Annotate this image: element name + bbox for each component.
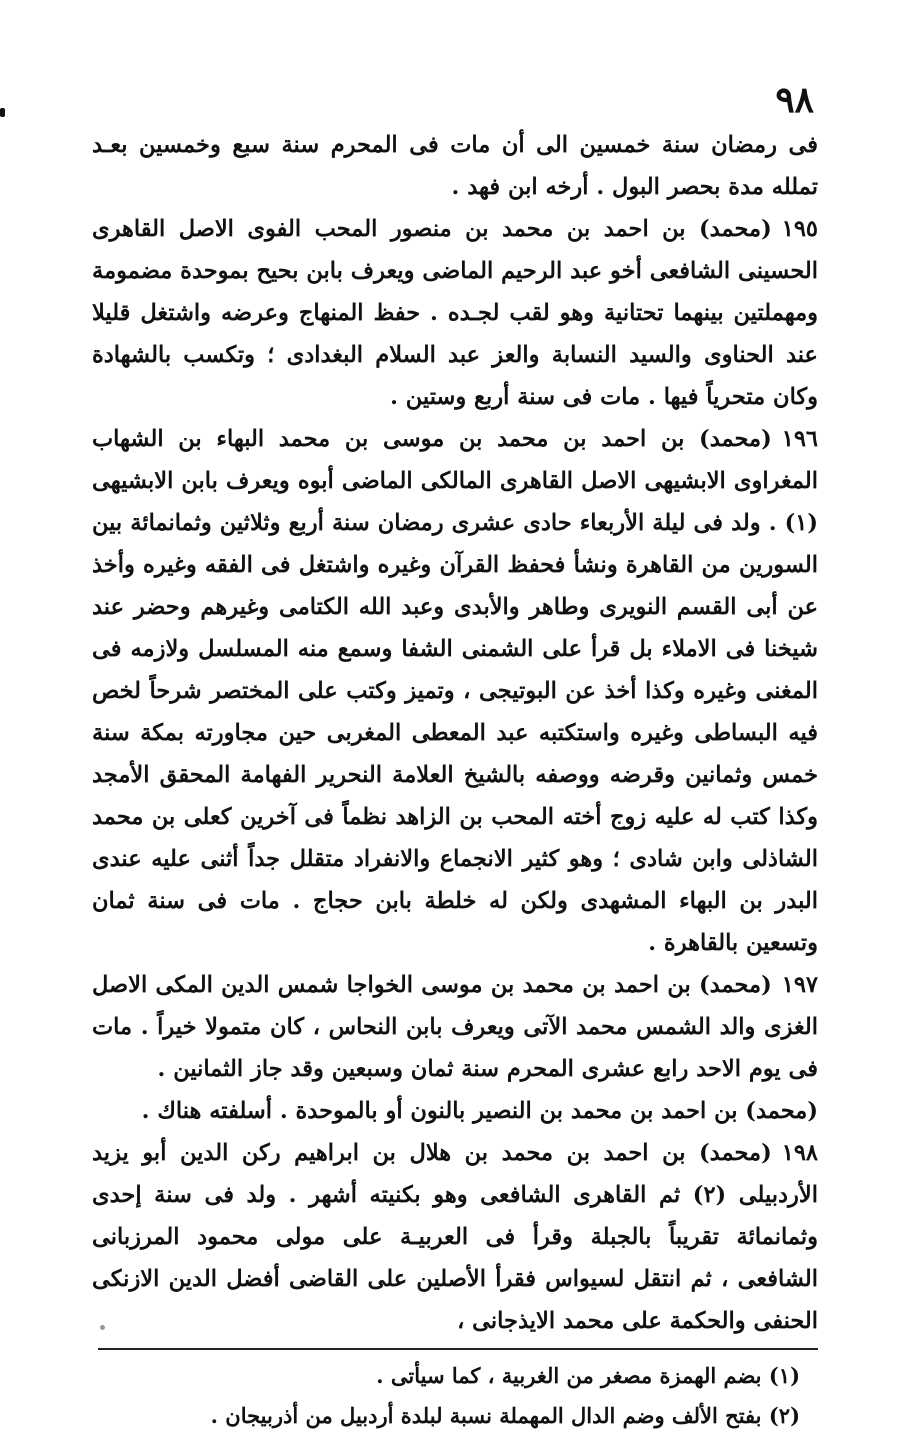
scan-mark bbox=[0, 108, 5, 117]
scan-speck bbox=[100, 1325, 105, 1330]
entry-198 bbox=[92, 1132, 818, 1342]
entry-196 bbox=[92, 418, 818, 964]
footnotes bbox=[92, 1356, 818, 1436]
entry-text: (محمد) بن احمد بن محمد بن موسى الخواجا شمس الدين المكى الاصل الغزى والد الشمس محمد الآتى ويعرف بابن النحاس ، كان متمولا خيراً . مات فى يوم الاحد رابع عشرى المحرم سنة ثمان وسبعين وقد جاز الثمانين . bbox=[92, 972, 818, 1082]
entry-number: ١٩٥ bbox=[781, 216, 818, 242]
document-page bbox=[92, 79, 818, 1436]
cross-reference bbox=[92, 1090, 818, 1132]
entry-number: ١٩٧ bbox=[781, 972, 818, 998]
entry-number: ١٩٨ bbox=[781, 1140, 818, 1166]
entry-text: (محمد) بن احمد بن محمد بن هلال بن ابراهيم ركن الدين أبو يزيد الأردبيلى (٢) ثم القاهرى الشافعى وهو بكنيته أشهر . ولد فى سنة إحدى وثمانمائة تقريباً بالجبلة وقرأ فى العربيـة على مولى محمود المرزبانى الشافعى ، ثم انتقل لسيواس فقرأ الأصلين على القاضى أفضل الدين الازنكى الحنفى والحكمة على محمد الايذجانى ، bbox=[92, 1140, 818, 1334]
entry-195 bbox=[92, 208, 818, 418]
entry-number: ١٩٦ bbox=[781, 426, 818, 452]
footnote-2: (٢) بفتح الألف وضم الدال المهملة نسبة لبلدة أردبيل من أذربيجان . bbox=[210, 1403, 800, 1428]
entry-197 bbox=[92, 964, 818, 1090]
page-number: ٩٨ bbox=[775, 79, 814, 121]
footnote-1: (١) بضم الهمزة مصغر من الغربية ، كما سيأتى . bbox=[376, 1363, 800, 1388]
paragraph-continuation bbox=[92, 124, 818, 208]
paragraph-text: فى رمضان سنة خمسين الى أن مات فى المحرم سنة سبع وخمسين بعـد تملله مدة بحصر البول . أرخه ابن فهد . bbox=[92, 132, 818, 200]
entry-text: (محمد) بن احمد بن محمد بن منصور المحب الفوى الاصل القاهرى الحسينى الشافعى أخو عبد الرحيم الماضى ويعرف بابن بحيح بموحدة مضمومة ومهملتين بينهما تحتانية وهو لقب لجـده . حفظ المنهاج وعرضه واشتغل قليلا عند الحناوى والسيد النسابة والعز عبد السلام البغدادى ؛ وتكسب بالشهادة وكان متحرياً فيها . مات فى سنة أربع وستين . bbox=[92, 216, 818, 410]
paragraph-text: (محمد) بن احمد بن محمد بن النصير بالنون أو بالموحدة . أسلفته هناك . bbox=[141, 1098, 818, 1124]
entry-text: (محمد) بن احمد بن محمد بن موسى بن محمد البهاء بن الشهاب المغراوى الابشيهى الاصل القاهرى المالكى الماضى أبوه ويعرف بابن الابشيهى (١) . ولد فى ليلة الأربعاء حادى عشرى رمضان سنة أربع وثلاثين وثمانمائة بين السورين من القاهرة ونشأ فحفظ القرآن وغيره واشتغل فى الفقه وغيره وأخذ عن أبى القسم النويرى وطاهر والأبدى وعبد الله الكتامى وغيرهم وحضر عند شيخنا فى الاملاء بل قرأ على الشمنى الشفا وسمع منه المسلسل ولازمه فى المغنى وغيره وكذا أخذ عن البوتيجى ، وتميز وكتب على المختصر شرحاً لخص فيه البساطى وغيره واستكتبه عبد المعطى المغربى حين مجاورته بمكة سنة خمس وثمانين وقرضه ووصفه بالشيخ العلامة النحرير الفهامة المحقق الأمجد وكذا كتب له عليه زوج أخته المحب بن الزاهد نظماً فى آخرين كعلى بن محمد الشاذلى وابن شادى ؛ وهو كثير الانجماع والانفراد متقلل جداً أثنى عليه عندى البدر بن البهاء المشهدى ولكن له خلطة بابن حجاج . مات فى سنة ثمان وتسعين بالقاهرة . bbox=[92, 426, 818, 956]
footnote-divider bbox=[98, 1348, 818, 1350]
body-text bbox=[92, 124, 818, 1342]
